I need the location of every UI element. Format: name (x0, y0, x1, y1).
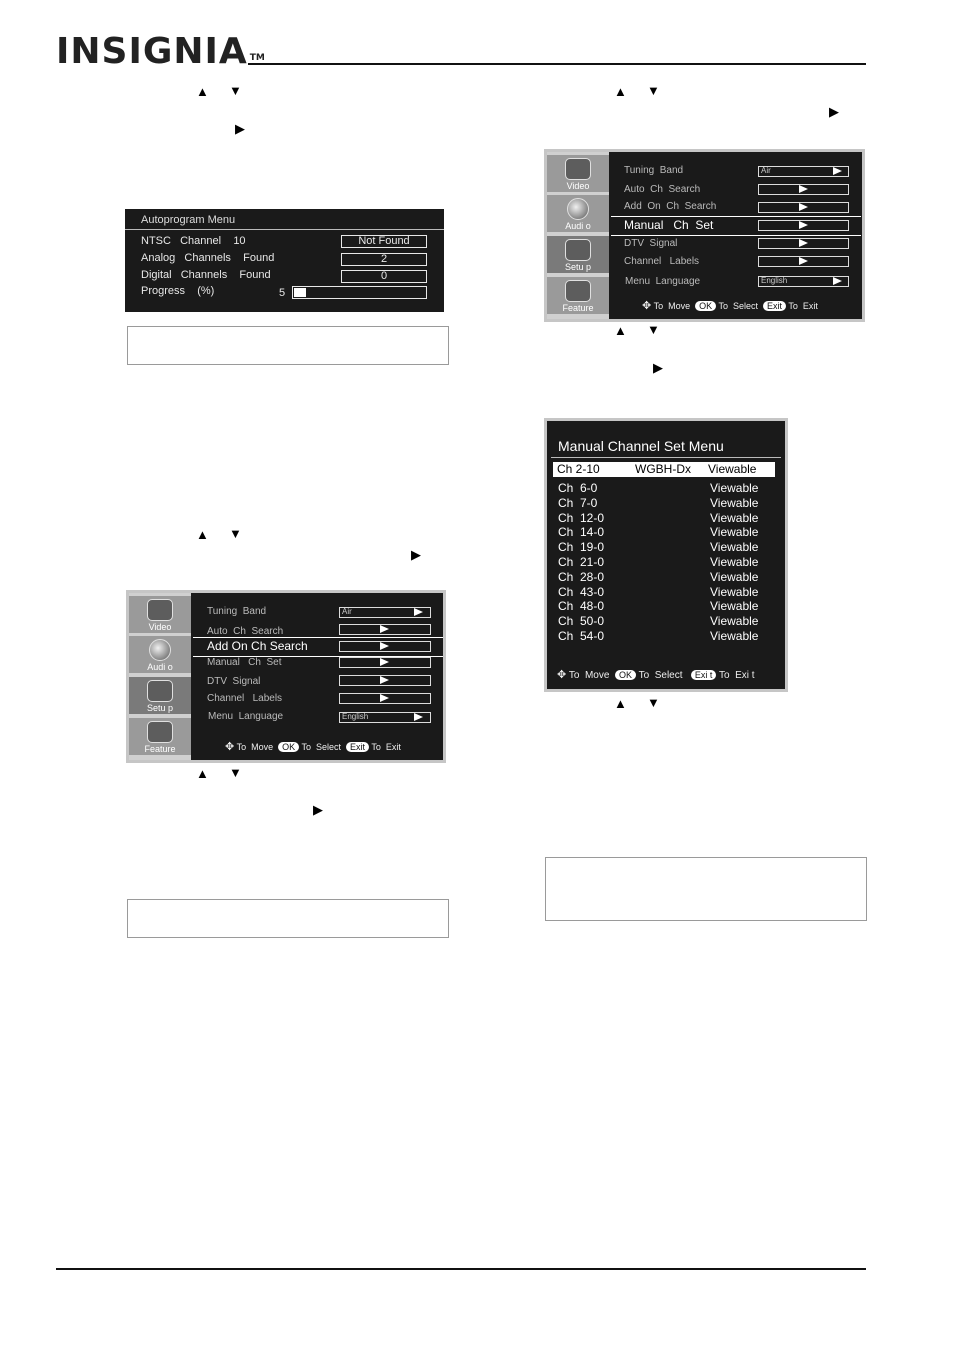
channel-row-status: Viewable (710, 540, 759, 555)
value-box (339, 641, 431, 652)
right-arrow-icon (380, 694, 389, 702)
channel-row-status: Viewable (710, 510, 759, 525)
up-arrow-icon: ▲ (196, 766, 209, 781)
autoprogram-divider (125, 229, 444, 230)
right-arrow-icon (799, 239, 808, 247)
header-rule (248, 63, 866, 65)
menu-item-channel-labels[interactable]: Channel Labels (207, 693, 283, 704)
tab-video[interactable]: Video (129, 596, 191, 635)
autoprogram-row-value: 0 (341, 270, 427, 283)
channel-row-number[interactable]: Ch 19-0 (558, 540, 605, 555)
menu-item-menu-language[interactable]: Menu Language (625, 276, 701, 287)
video-icon (565, 158, 591, 180)
right-arrow-icon (414, 713, 423, 721)
menu-item-channel-labels[interactable]: Channel Labels (624, 256, 700, 267)
up-arrow-icon: ▲ (196, 527, 209, 542)
menu-item-auto-ch-search[interactable]: Auto Ch Search (207, 626, 284, 637)
right-arrow-icon (414, 608, 423, 616)
channel-row-status: Viewable (710, 584, 759, 599)
setup-icon (147, 680, 173, 702)
down-arrow-icon: ▼ (647, 322, 660, 337)
right-arrow-icon: ▶ (653, 360, 663, 375)
feature-icon (147, 721, 173, 743)
channel-row-number[interactable]: Ch 50-0 (558, 614, 605, 629)
setup-menu-sidebar (547, 152, 609, 319)
up-arrow-icon: ▲ (614, 84, 627, 99)
manual-channel-title: Manual Channel Set Menu (558, 438, 724, 454)
move-arrows-icon: ✥ (225, 741, 235, 753)
move-arrows-icon: ✥ (557, 669, 567, 681)
up-arrow-icon: ▲ (614, 696, 627, 711)
tab-audio[interactable]: Audi o (547, 195, 609, 234)
progress-label: Progress (%) (141, 285, 215, 297)
menu-item-tuning-band[interactable]: Tuning Band (207, 606, 267, 617)
down-arrow-icon: ▼ (229, 765, 242, 780)
channel-row-status: Viewable (710, 569, 759, 584)
autoprogram-row-label: Digital Channels Found (141, 269, 271, 281)
right-arrow-icon (799, 257, 808, 265)
value-box: English (339, 712, 431, 723)
value-box (758, 256, 849, 267)
channel-row-status: Viewable (710, 525, 759, 540)
right-arrow-icon (799, 185, 808, 193)
channel-row-number[interactable]: Ch 28-0 (558, 569, 605, 584)
channel-row-status: Viewable (710, 614, 759, 629)
autoprogram-row-label: NTSC Channel 10 (141, 235, 246, 247)
menu-item-dtv-signal[interactable]: DTV Signal (624, 238, 678, 249)
menu-item-auto-ch-search[interactable]: Auto Ch Search (624, 184, 701, 195)
setup-menu-right (544, 149, 865, 322)
right-arrow-icon: ▶ (829, 104, 839, 119)
tab-setup[interactable]: Setu p (547, 236, 609, 275)
channel-row-status: Viewable (710, 599, 759, 614)
right-arrow-icon: ▶ (411, 547, 421, 562)
tab-audio[interactable]: Audi o (129, 636, 191, 675)
right-arrow-icon: ▶ (313, 802, 323, 817)
right-arrow-icon (380, 658, 389, 666)
right-arrow-icon (799, 203, 808, 211)
right-arrow-icon (380, 676, 389, 684)
channel-row-number[interactable]: Ch 14-0 (558, 525, 605, 540)
exit-key-icon: Exit (763, 301, 786, 311)
down-arrow-icon: ▼ (647, 83, 660, 98)
ok-key-icon: OK (615, 670, 636, 680)
manual-channel-set-menu (544, 418, 788, 692)
value-box (758, 238, 849, 249)
setup-menu-left (126, 590, 446, 763)
channel-row-number[interactable]: Ch 43-0 (558, 584, 605, 599)
menu-item-dtv-signal[interactable]: DTV Signal (207, 676, 261, 687)
speaker-icon (567, 198, 589, 220)
setup-icon (565, 239, 591, 261)
value-box: Air (339, 607, 431, 618)
channel-row-number[interactable]: Ch 12-0 (558, 510, 605, 525)
value-box (758, 184, 849, 195)
tab-feature[interactable]: Feature (129, 718, 191, 757)
ok-key-icon: OK (278, 742, 299, 752)
note-box (127, 899, 449, 938)
video-icon (147, 599, 173, 621)
menu-item-add-on-ch-search[interactable]: Add On Ch Search (624, 201, 717, 212)
note-box (127, 326, 449, 365)
selected-channel-row[interactable]: Ch 2-10 WGBH-Dx Viewable (553, 462, 775, 477)
menu-footer: ✥ To Move OK To Select Exi t To Exi t (557, 669, 755, 681)
channel-row-status: Viewable (710, 629, 759, 643)
channel-row-number[interactable]: Ch 21-0 (558, 555, 605, 569)
autoprogram-row-label: Analog Channels Found (141, 252, 275, 264)
autoprogram-row-value: Not Found (341, 235, 427, 248)
ok-key-icon: OK (695, 301, 716, 311)
value-box (339, 693, 431, 704)
autoprogram-row-value: 2 (341, 253, 427, 266)
footer-rule (56, 1268, 866, 1270)
progress-bar (292, 286, 427, 299)
up-arrow-icon: ▲ (196, 84, 209, 99)
manual-channel-divider (551, 457, 781, 458)
down-arrow-icon: ▼ (229, 83, 242, 98)
tab-feature[interactable]: Feature (547, 277, 609, 316)
channel-row-status: Viewable (710, 495, 759, 510)
value-box: Air (758, 166, 849, 177)
channel-row-number[interactable]: Ch 7-0 (558, 495, 598, 510)
autoprogram-title: Autoprogram Menu (141, 214, 236, 226)
value-box (758, 202, 849, 213)
right-arrow-icon: ▶ (235, 121, 245, 136)
value-box: English (758, 276, 849, 287)
menu-item-add-on-ch-search[interactable]: Add On Ch Search (207, 639, 308, 653)
tab-video[interactable]: Video (547, 155, 609, 194)
down-arrow-icon: ▼ (229, 526, 242, 541)
value-box (339, 657, 431, 668)
menu-footer: ✥ To Move OK To Select Exit To Exit (225, 741, 401, 753)
value-box (339, 624, 431, 635)
value-box (758, 220, 849, 231)
menu-item-menu-language[interactable]: Menu Language (208, 711, 284, 722)
feature-icon (565, 280, 591, 302)
channel-row-number[interactable]: Ch 6-0 (558, 481, 598, 495)
channel-row-status: Viewable (710, 555, 759, 569)
progress-bar-fill (294, 288, 306, 297)
value-box (339, 675, 431, 686)
autoprogram-menu (125, 209, 444, 312)
exit-key-icon: Exi t (691, 670, 717, 680)
right-arrow-icon (380, 642, 389, 650)
tab-setup[interactable]: Setu p (129, 677, 191, 716)
speaker-icon (149, 639, 171, 661)
setup-menu-sidebar (129, 593, 191, 760)
menu-footer: ✥ To Move OK To Select Exit To Exit (642, 300, 818, 312)
right-arrow-icon (799, 221, 808, 229)
exit-key-icon: Exit (346, 742, 369, 752)
channel-row-status: Viewable (710, 481, 759, 495)
insignia-logo: INSIGNIA ™ (56, 31, 265, 72)
channel-row-number[interactable]: Ch 48-0 (558, 599, 605, 614)
channel-row-number[interactable]: Ch 54-0 (558, 629, 605, 643)
menu-item-manual-ch-set[interactable]: Manual Ch Set (207, 657, 282, 668)
menu-item-manual-ch-set[interactable]: Manual Ch Set (624, 218, 714, 232)
move-arrows-icon: ✥ (642, 300, 652, 312)
right-arrow-icon (833, 277, 842, 285)
right-arrow-icon (380, 625, 389, 633)
note-box (545, 857, 867, 921)
down-arrow-icon: ▼ (647, 695, 660, 710)
up-arrow-icon: ▲ (614, 323, 627, 338)
progress-value: 5 (279, 287, 286, 299)
menu-item-tuning-band[interactable]: Tuning Band (624, 165, 684, 176)
right-arrow-icon (833, 167, 842, 175)
